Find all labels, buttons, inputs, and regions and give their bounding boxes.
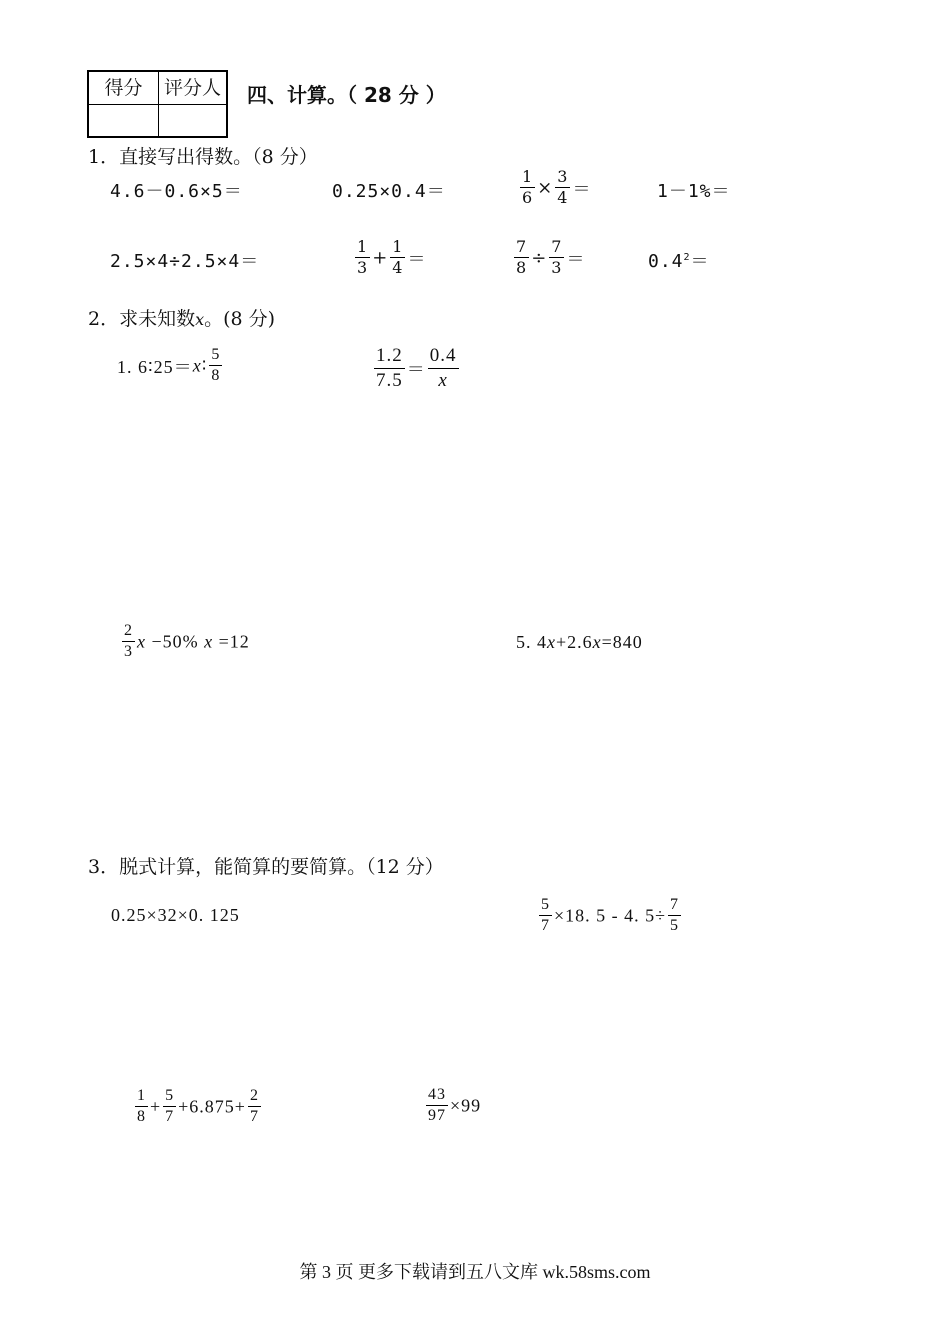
q2-heading: 2．求未知数x。(8 分) bbox=[88, 308, 276, 330]
q1-expr-1: 4.6－0.6×5＝ bbox=[110, 181, 243, 202]
q1-expr-6: $\frac{1}{3}$ + $\frac{1}{4}$ ＝ bbox=[357, 237, 427, 278]
q1-expr-5: 2.5×4÷2.5×4＝ bbox=[110, 251, 260, 272]
fraction: $\frac{1}{4}$ bbox=[392, 237, 404, 278]
q2-expr-1: 1. 6∶25＝x∶ $\frac{5}{8}$ bbox=[117, 346, 221, 385]
q1-expr-3: $\frac{1}{6}$ × $\frac{3}{4}$ ＝ bbox=[522, 167, 592, 208]
score-cell bbox=[89, 105, 159, 136]
fraction: $\frac{0.4}{x}$ bbox=[429, 345, 457, 391]
q3-expr-1: 0.25×32×0. 125 bbox=[111, 905, 240, 925]
score-table bbox=[87, 70, 228, 138]
q1-expr-4: 1－1%＝ bbox=[657, 181, 731, 202]
fraction: $\frac{1}{6}$ bbox=[522, 167, 534, 208]
grader-cell bbox=[159, 105, 226, 136]
fraction: $\frac{3}{4}$ bbox=[557, 167, 569, 208]
fraction: $\frac{5}{7}$ bbox=[165, 1087, 175, 1126]
section-title: 四、计算。（ 28 分 ） bbox=[247, 83, 446, 107]
score-label: 得分 bbox=[89, 72, 159, 105]
q1-expr-8: $0.4^2=$ bbox=[648, 251, 710, 272]
fraction: $\frac{7}{3}$ bbox=[551, 237, 563, 278]
fraction: $\frac{2}{3}$ bbox=[124, 622, 133, 661]
fraction: $\frac{1}{8}$ bbox=[137, 1087, 146, 1126]
fraction: $\frac{5}{8}$ bbox=[211, 346, 221, 385]
q3-expr-2: $\frac{5}{7}$ ×18. 5 - 4. 5÷ $\frac{7}{5}$ bbox=[541, 896, 680, 935]
fraction: $\frac{7}{5}$ bbox=[670, 896, 680, 935]
q2-expr-2: $\frac{1.2}{7.5}$ ＝ $\frac{0.4}{x}$ bbox=[376, 345, 457, 391]
fraction: $\frac{1}{3}$ bbox=[357, 237, 369, 278]
fraction: $\frac{2}{7}$ bbox=[249, 1087, 259, 1126]
fraction: $\frac{5}{7}$ bbox=[541, 896, 550, 935]
q1-heading: 1．直接写出得数。（8 分） bbox=[88, 146, 318, 168]
q2-expr-3: $\frac{2}{3}$ x −50% x =12 bbox=[124, 622, 250, 661]
q1-expr-7: $\frac{7}{8}$ ÷ $\frac{7}{3}$ ＝ bbox=[516, 237, 586, 278]
fraction: $\frac{1.2}{7.5}$ bbox=[376, 345, 403, 391]
fraction: $\frac{43}{97}$ bbox=[428, 1086, 446, 1125]
q2-expr-4: 5. 4x+2.6x=840 bbox=[516, 632, 643, 652]
q1-expr-2: 0.25×0.4＝ bbox=[332, 181, 446, 202]
fraction: $\frac{7}{8}$ bbox=[516, 237, 528, 278]
q3-expr-4: $\frac{43}{97}$ ×99 bbox=[428, 1086, 482, 1125]
q3-expr-3: $\frac{1}{8}$ + $\frac{5}{7}$ +6.875+ $\frac{2}{7}$ bbox=[137, 1087, 259, 1126]
page-footer: 第 3 页 更多下载请到五八文库 wk.58sms.com bbox=[299, 1262, 651, 1282]
grader-label: 评分人 bbox=[159, 72, 226, 105]
q3-heading: 3．脱式计算，能简算的要简算。（12 分） bbox=[88, 856, 444, 878]
